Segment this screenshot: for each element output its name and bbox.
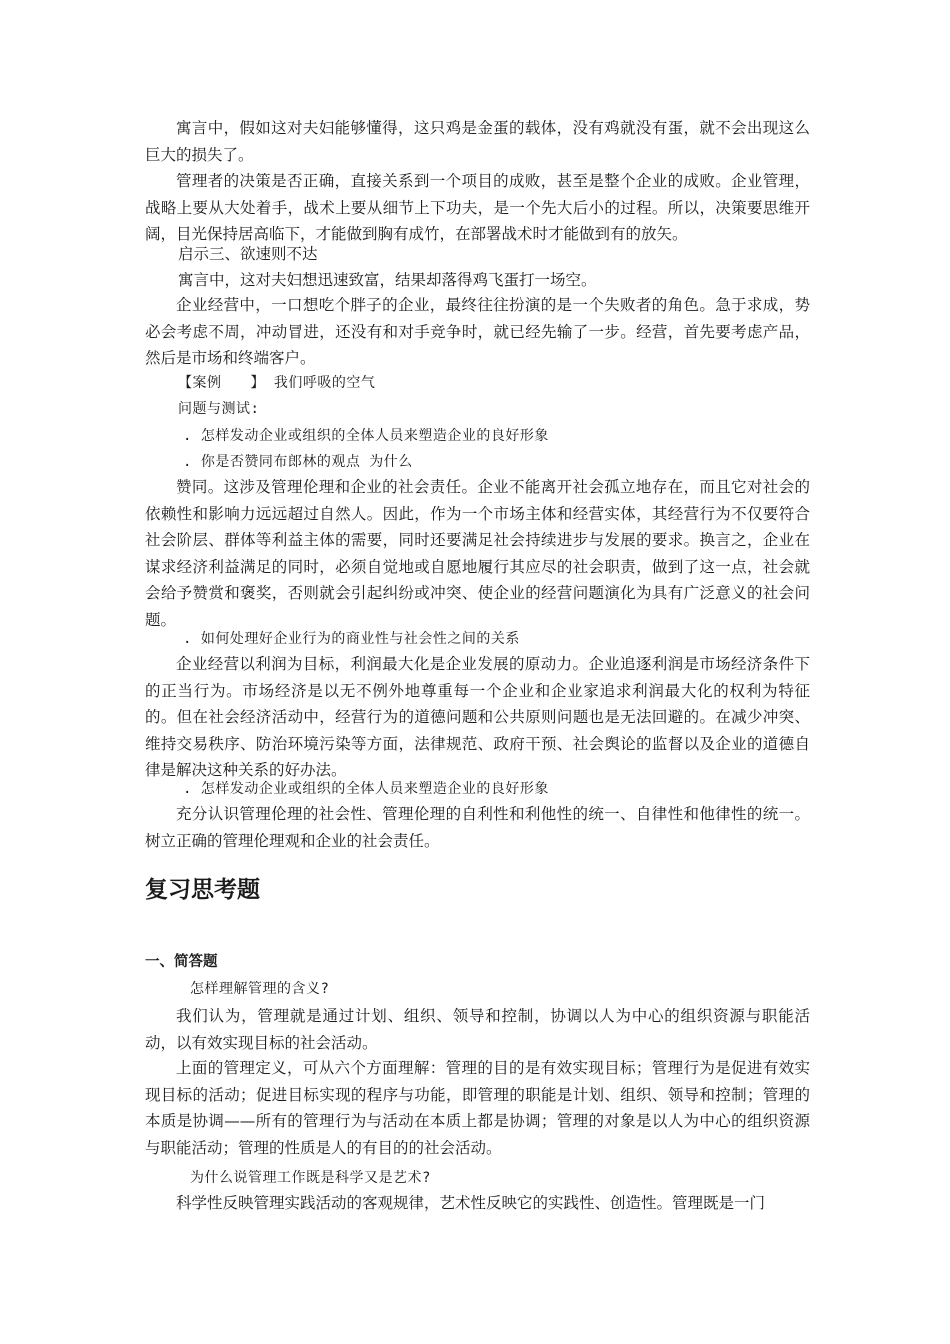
questions-label: 问题与测试: [178, 401, 260, 417]
paragraph-haste: 企业经营中，一口想吃个胖子的企业，最终往往扮演的是一个失败者的角色。急于求成，势必会考虑不周，冲动冒进，还没有和对手竞争时，就已经先输了一步。经营，首先要考虑产品，然后是市场和终端客户。 [145, 296, 810, 367]
section-short-answer: 一、简答题 [145, 954, 218, 970]
answer-4: 充分认识管理伦理的社会性、管理伦理的自利性和利他性的统一、自律性和他律性的统一。树立正确的管理伦理观和企业的社会责任。 [145, 805, 810, 850]
heading-insight-3: 启示三、欲速则不达 [178, 245, 318, 263]
review-title: 复习思考题 [145, 877, 260, 903]
answer-3: 企业经营以利润为目标，利润最大化是企业发展的原动力。企业追逐利润是市场经济条件下的正当行为。市场经济是以无不例外地尊重每一个企业和企业家追求利润最大化的权利为特征的。但在社会经济活动中，经营行为的道德问题和公共原则问题也是无法回避的。在减少冲突、维持交易秩序、防治环境污染等方面，法律规范、政府干预、社会舆论的监督以及企业的道德自律是解决这种关系的好办法。 [145, 655, 810, 779]
review-question-1: 怎样理解管理的含义? [190, 981, 330, 997]
question-1: . 怎样发动企业或组织的全体人员来塑造企业的良好形象 [183, 428, 549, 444]
paragraph-fable-insight-3: 寓言中，这对夫妇想迅速致富，结果却落得鸡飞蛋打一场空。 [178, 271, 597, 289]
review-answer-1: 我们认为，管理就是通过计划、组织、领导和控制，协调以人为中心的组织资源与职能活动，以有效实现目标的社会活动。 [145, 1007, 810, 1052]
review-answer-3: 科学性反映管理实践活动的客观规律，艺术性反映它的实践性、创造性。管理既是一门 [176, 1194, 766, 1212]
answer-2: 赞同。这涉及管理伦理和企业的社会责任。企业不能离开社会孤立地存在，而且它对社会的依赖性和影响力远远超过自然人。因此，作为一个市场主体和经营实体，其经营行为不仅要符合社会阶层、群体等利益主体的需要，同时还要满足社会持续进步与发展的要求。换言之，企业在谋求经济利益满足的同时，必须自觉地或自愿地履行其应尽的社会职责，做到了这一点，社会就会给予赞赏和褒奖，否则就会引起纠纷或冲突、使企业的经营问题演化为具有广泛意义的社会问题。 [145, 478, 810, 629]
question-3: . 如何处理好企业行为的商业性与社会性之间的关系 [183, 631, 520, 647]
case-label: 【案例 】 我们呼吸的空气 [178, 375, 376, 391]
paragraph-decision-making: 管理者的决策是否正确，直接关系到一个项目的成败，甚至是整个企业的成败。企业管理，战略上要从大处着手，战术上要从细节上下功夫，是一个先大后小的过程。所以，决策要思维开阔，目光保持居高临下，才能做到胸有成竹，在部署战术时才能做到有的放矢。 [145, 172, 810, 243]
review-question-2: 为什么说管理工作既是科学又是艺术? [190, 1170, 431, 1186]
review-answer-2: 上面的管理定义，可从六个方面理解：管理的目的是有效实现目标；管理行为是促进有效实现目标的活动；促进目标实现的程序与功能，即管理的职能是计划、组织、领导和控制；管理的本质是协调——所有的管理行为与活动在本质上都是协调；管理的对象是以人为中心的组织资源与职能活动；管理的性质是人的有目的的社会活动。 [145, 1059, 810, 1157]
question-2: . 你是否赞同布郎林的观点 为什么 [183, 454, 413, 470]
paragraph-fable-insight-2: 寓言中，假如这对夫妇能够懂得，这只鸡是金蛋的载体，没有鸡就没有蛋，就不会出现这么巨大的损失了。 [145, 119, 810, 164]
question-4: . 怎样发动企业或组织的全体人员来塑造企业的良好形象 [183, 781, 549, 797]
